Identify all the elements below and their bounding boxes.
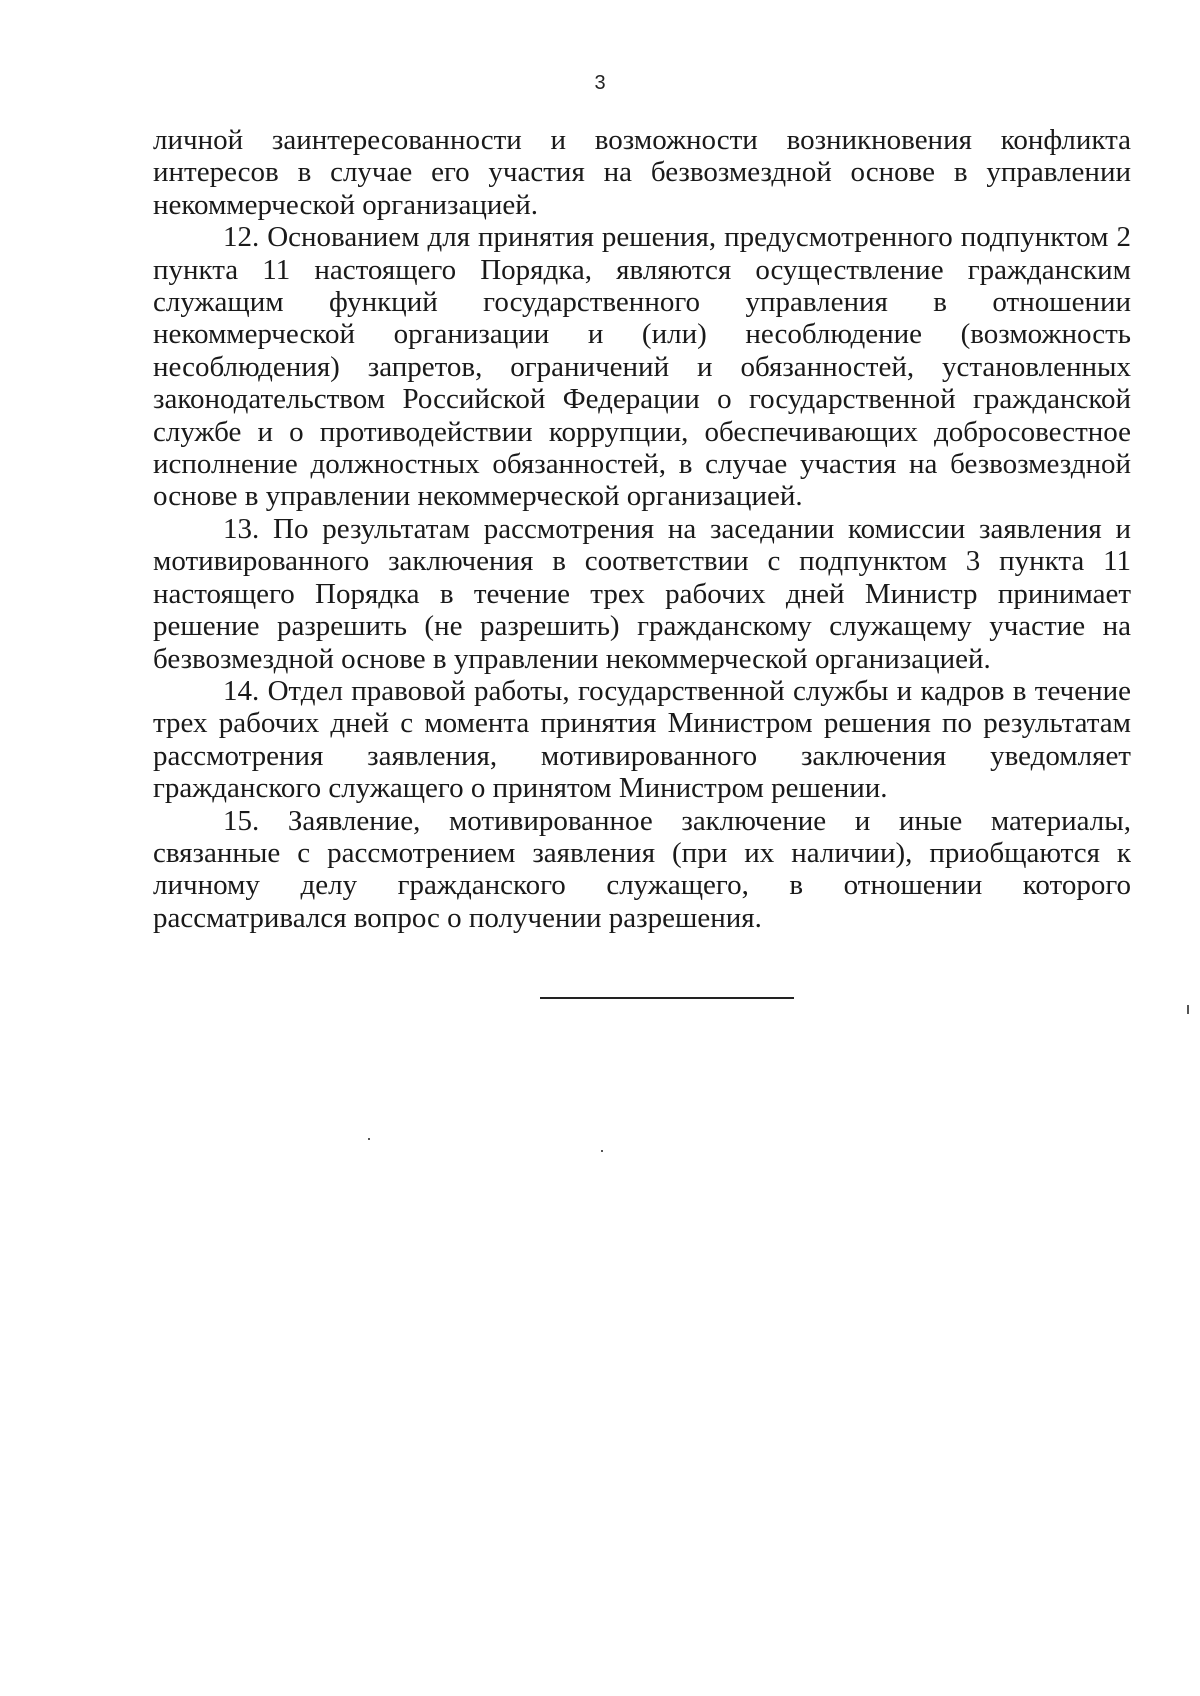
paragraph-continuation: личной заинтересованности и возможности возникновения конфликта интересов в случае его участия на безвозмездной основе в управлении некоммерческой организацией. [153, 124, 1131, 221]
paragraph-item-12: 12. Основанием для принятия решения, предусмотренного подпунктом 2 пункта 11 настоящего Порядка, являются осуществление гражданским служащим функций государственного управления в отношении некоммерческой организации и (или) несоблюдение (возможность несоблюдения) запретов, ограничений и обязанностей, установленных законодательством Российской Федерации о государственной гражданской службе и о противодействии коррупции, обеспечивающих добросовестное исполнение должностных обязанностей, в случае участия на безвозмездной основе в управлении некоммерческой организацией. [153, 221, 1131, 513]
closing-divider [540, 997, 794, 999]
paragraph-item-15: 15. Заявление, мотивированное заключение и иные материалы, связанные с рассмотрением заявления (при их наличии), приобщаются к личному делу гражданского служащего, в отношении которого рассматривался вопрос о получении разрешения. [153, 804, 1131, 934]
page-number: 3 [594, 72, 606, 94]
document-body [153, 124, 1131, 934]
scan-speck [1187, 1005, 1189, 1014]
scan-speck [601, 1150, 603, 1152]
paragraph-item-14: 14. Отдел правовой работы, государственной службы и кадров в течение трех рабочих дней с момента принятия Министром решения по результатам рассмотрения заявления, мотивированного заключения уведомляет гражданского служащего о принятом Министром решении. [153, 674, 1131, 805]
paragraph-item-13: 13. По результатам рассмотрения на заседании комиссии заявления и мотивированного заключения в соответствии с подпунктом 3 пункта 11 настоящего Порядка в течение трех рабочих дней Министр принимает решение разрешить (не разрешить) гражданскому служащему участие на безвозмездной основе в управлении некоммерческой организацией. [153, 512, 1131, 675]
scan-speck [368, 1138, 370, 1140]
